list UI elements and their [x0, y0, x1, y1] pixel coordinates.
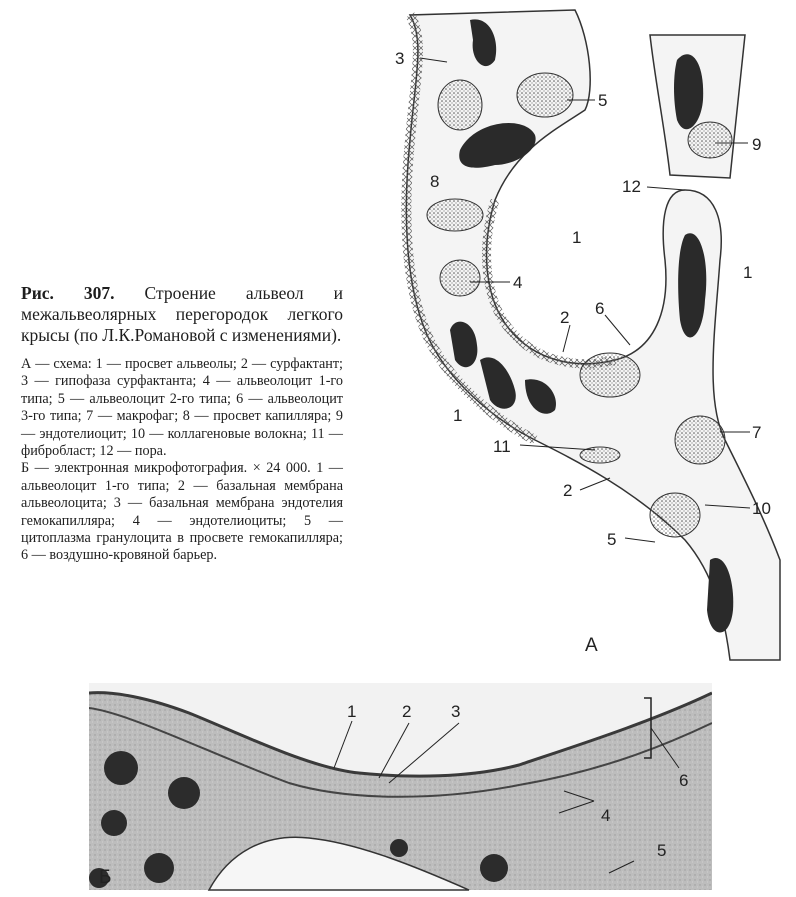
label-6: 6 [595, 299, 605, 318]
panel-letter-a: А [585, 635, 598, 656]
micrograph-label-5: 5 [657, 841, 667, 860]
label-12: 12 [622, 177, 641, 196]
legend-panel-b: Б — электронная микрофотография. × 24 000. 1 — альвеолоцит 1-го типа; 2 — базальная мембрана альвеолоцита; 3 — базальная мембрана эндотелия гемокапилляра; 4 — эндотелиоциты; 5 — цитоплазма гранулоцита в просвете гемокапилляра; 6 — воздушно-кровяной барьер. [21, 460, 343, 564]
micrograph-label-3: 3 [451, 702, 461, 721]
micrograph-label-2: 2 [402, 702, 412, 721]
label-10: 10 [752, 499, 771, 518]
figure-caption [21, 283, 343, 565]
legend-panel-a: А — схема: 1 — просвет альвеолы; 2 — сурфактант; 3 — гипофаза сурфактанта; 4 — альвеолоцит 1-го типа; 5 — альвеолоцит 2-го типа; 6 — альвеолоцит 3-го типа; 7 — макрофаг; 8 — просвет капилляра; 9 — эндотелиоцит; 10 — коллагеновые волокна; 11 — фибробласт; 12 — пора. [21, 356, 343, 460]
label-3: 3 [395, 49, 405, 68]
label-1-right: 1 [743, 263, 753, 282]
label-5-bottom: 5 [607, 530, 617, 549]
caption-title-text: Строение альвеол и межальвеолярных перегородок легкого крысы (по Л.К.Романовой с изменениями). [21, 283, 344, 345]
label-7: 7 [752, 423, 762, 442]
label-4: 4 [513, 273, 523, 292]
label-1-lumen: 1 [572, 228, 582, 247]
label-8: 8 [430, 172, 440, 191]
micrograph-label-4: 4 [601, 806, 611, 825]
label-2-top: 2 [560, 308, 570, 327]
label-2-bottom: 2 [563, 481, 573, 500]
label-1-bottom: 1 [453, 406, 463, 425]
micrograph-label-6: 6 [679, 771, 689, 790]
label-5-top: 5 [598, 91, 608, 110]
label-11: 11 [493, 437, 511, 456]
figure-number: Рис. 307. [21, 283, 115, 303]
figure-b-micrograph [89, 683, 712, 893]
figure-a-schematic [385, 0, 785, 670]
micrograph-label-1: 1 [347, 702, 357, 721]
panel-letter-b: Б [99, 867, 112, 888]
caption-title [21, 283, 343, 346]
label-9: 9 [752, 135, 762, 154]
